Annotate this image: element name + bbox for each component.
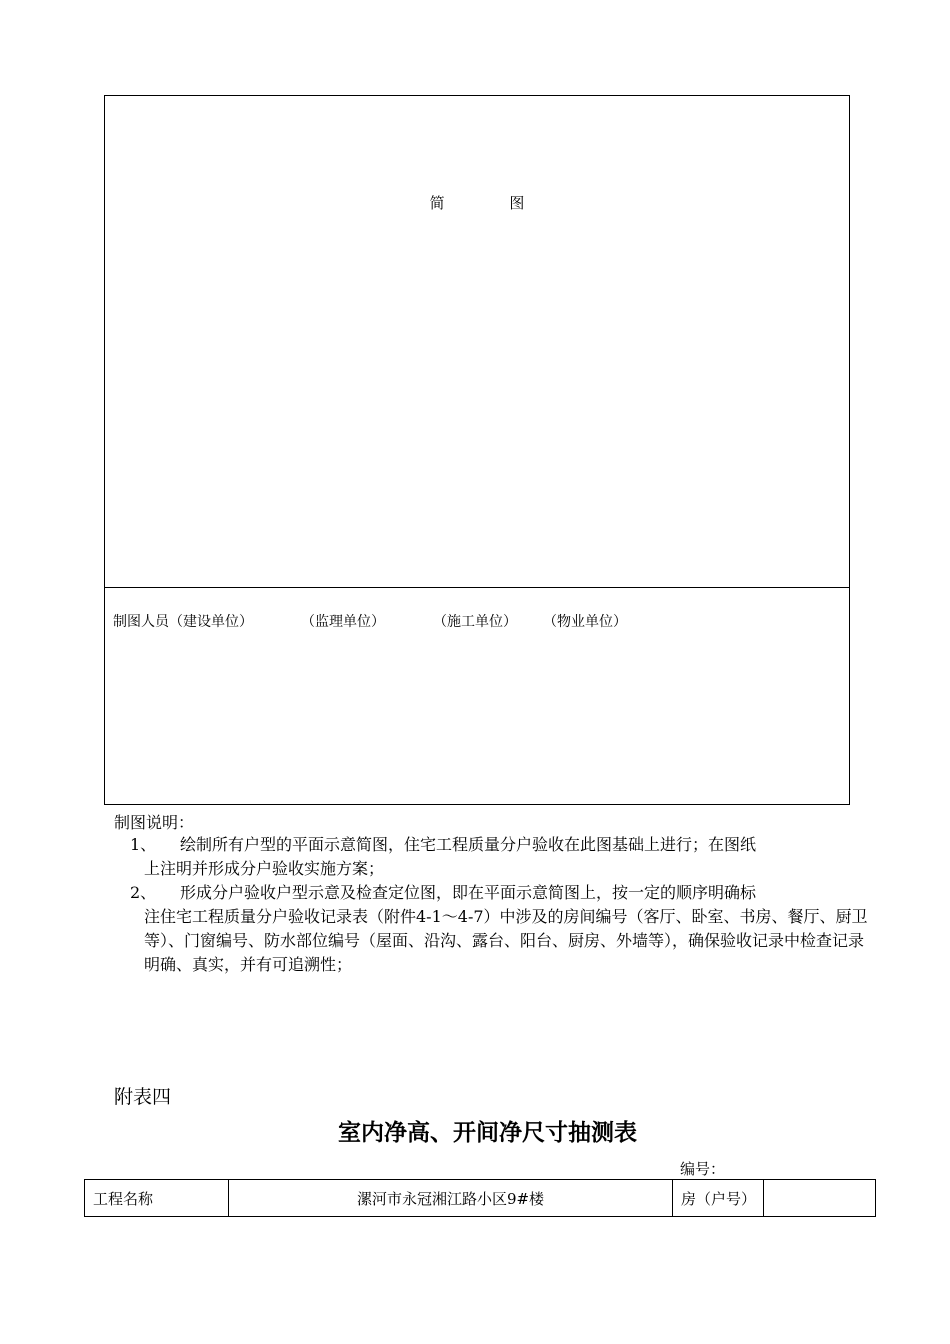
note-item: [130, 881, 870, 977]
notes-heading: 制图说明：: [114, 813, 195, 832]
note-first-line: 绘制所有户型的平面示意简图，住宅工程质量分户验收在此图基础上进行；在图纸: [180, 835, 757, 854]
sketch-title: 简 图: [429, 194, 555, 212]
sketch-box: [104, 95, 850, 805]
project-name-label: 工程名称: [85, 1180, 229, 1217]
note-item: [130, 833, 870, 881]
sketch-area: [105, 96, 849, 588]
note-number: 1、: [130, 835, 157, 854]
note-continuation: 上注明并形成分户验收实施方案；: [144, 859, 385, 878]
table-row: [85, 1180, 876, 1217]
appendix-label: 附表四: [114, 1086, 172, 1108]
note-continuation: 注住宅工程质量分户验收记录表（附件4-1～4-7）中涉及的房间编号（客厅、卧室、书房、餐厅、厨卫等）、门窗编号、防水部位编号（屋面、沿沟、露台、阳台、厨房、外墙等），确保验收记录中检查记录明确、真实，并有可追溯性；: [144, 907, 868, 974]
project-name-value: 漯河市永冠湘江路小区9#楼: [229, 1180, 673, 1217]
serial-number-label: 编号：: [680, 1160, 726, 1178]
supervision-label: （监理单位）: [301, 614, 385, 630]
construction-label: （施工单位）: [433, 614, 517, 630]
table-title: 室内净高、开间净尺寸抽测表: [338, 1120, 637, 1146]
note-number: 2、: [130, 883, 157, 902]
note-first-line: 形成分户验收户型示意及检查定位图，即在平面示意简图上，按一定的顺序明确标: [180, 883, 757, 902]
project-info-table: [84, 1179, 876, 1217]
signature-row: [113, 611, 627, 631]
drafter-label: 制图人员（建设单位）: [113, 614, 253, 630]
room-number-label: 房（户号）: [673, 1180, 764, 1217]
property-label: （物业单位）: [543, 614, 627, 630]
room-number-field[interactable]: [764, 1180, 876, 1217]
